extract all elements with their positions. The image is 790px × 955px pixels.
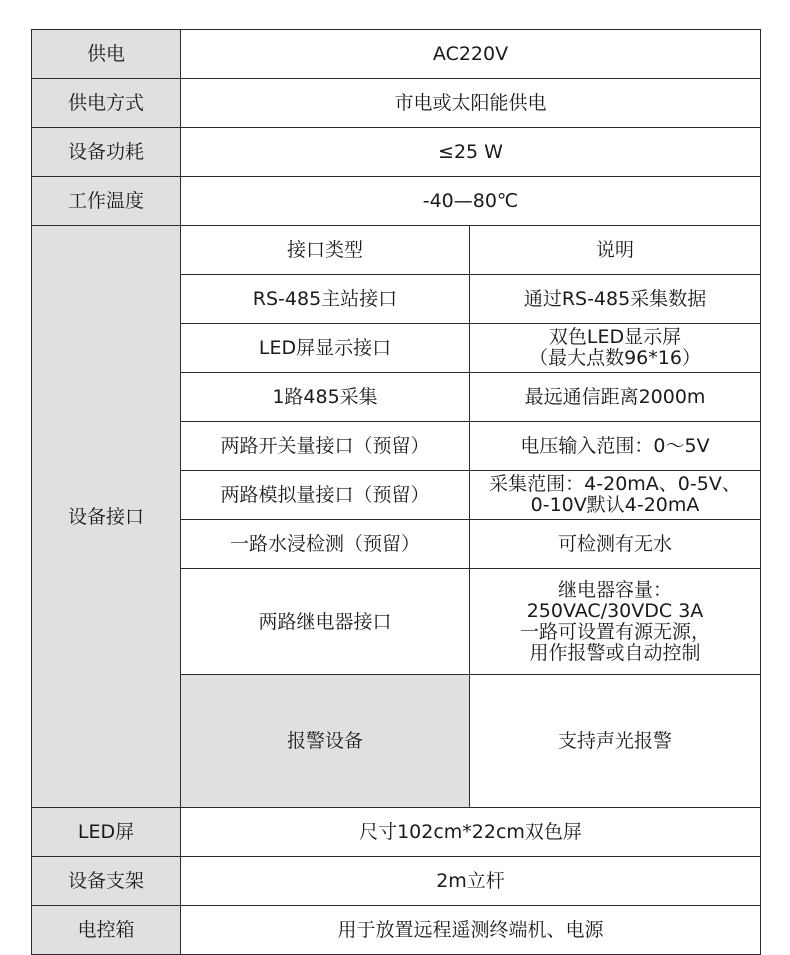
alarm-type: 支持声光报警 (470, 675, 761, 808)
row-label-interfaces: 设备接口 (32, 226, 181, 808)
table-row (32, 906, 761, 955)
interface-desc (470, 471, 761, 520)
table-row (32, 808, 761, 857)
desc-line: 电压输入范围：0～5V (520, 435, 710, 457)
table-row (32, 30, 761, 79)
row-value: AC220V (181, 30, 761, 79)
row-label: 电控箱 (32, 906, 181, 955)
column-header-type: 接口类型 (181, 226, 470, 275)
desc-line: 250VAC/30VDC 3A (526, 599, 704, 622)
row-label: LED屏 (32, 808, 181, 857)
desc-line: 0-10V默认4-20mA (530, 494, 700, 516)
interface-desc (470, 275, 761, 324)
interface-type: 一路水浸检测（预留） (181, 520, 470, 569)
interface-type: 1路485采集 (181, 373, 470, 422)
table-row (32, 128, 761, 177)
interface-desc (470, 520, 761, 569)
interface-desc (470, 422, 761, 471)
desc-line: （最大点数96*16） (529, 347, 701, 369)
row-label: 设备支架 (32, 857, 181, 906)
row-label: 供电方式 (32, 79, 181, 128)
interface-type: 两路模拟量接口（预留） (181, 471, 470, 520)
desc-line: 一路可设置有源无源， (520, 620, 711, 643)
row-value: 尺寸102cm*22cm双色屏 (181, 808, 761, 857)
interface-desc (470, 569, 761, 675)
row-value: 用于放置远程遥测终端机、电源 (181, 906, 761, 955)
desc-line: 最远通信距离2000m (524, 386, 706, 408)
column-header-desc: 说明 (470, 226, 761, 275)
row-value: 2m立杆 (181, 857, 761, 906)
interface-type: RS-485主站接口 (181, 275, 470, 324)
interface-desc (470, 373, 761, 422)
table-row (32, 79, 761, 128)
desc-line: 通过RS-485采集数据 (523, 288, 707, 310)
table-row (32, 177, 761, 226)
row-label: 工作温度 (32, 177, 181, 226)
spec-table (31, 29, 761, 955)
interface-type: LED屏显示接口 (181, 324, 470, 373)
interface-type: 两路继电器接口 (181, 569, 470, 675)
desc-line: 双色LED显示屏 (548, 326, 682, 348)
table-row (32, 226, 761, 275)
interface-desc (470, 324, 761, 373)
desc-line: 可检测有无水 (558, 533, 673, 555)
row-label: 供电 (32, 30, 181, 79)
row-value: -40—80℃ (181, 177, 761, 226)
interface-type: 两路开关量接口（预留） (181, 422, 470, 471)
row-label: 设备功耗 (32, 128, 181, 177)
desc-line: 采集范围：4-20mA、0-5V、 (489, 473, 741, 495)
row-label: 报警设备 (181, 675, 470, 808)
desc-line: 用作报警或自动控制 (529, 641, 701, 664)
row-value: ≤25 W (181, 128, 761, 177)
row-value: 市电或太阳能供电 (181, 79, 761, 128)
desc-line: 继电器容量： (558, 578, 673, 601)
table-row (32, 857, 761, 906)
